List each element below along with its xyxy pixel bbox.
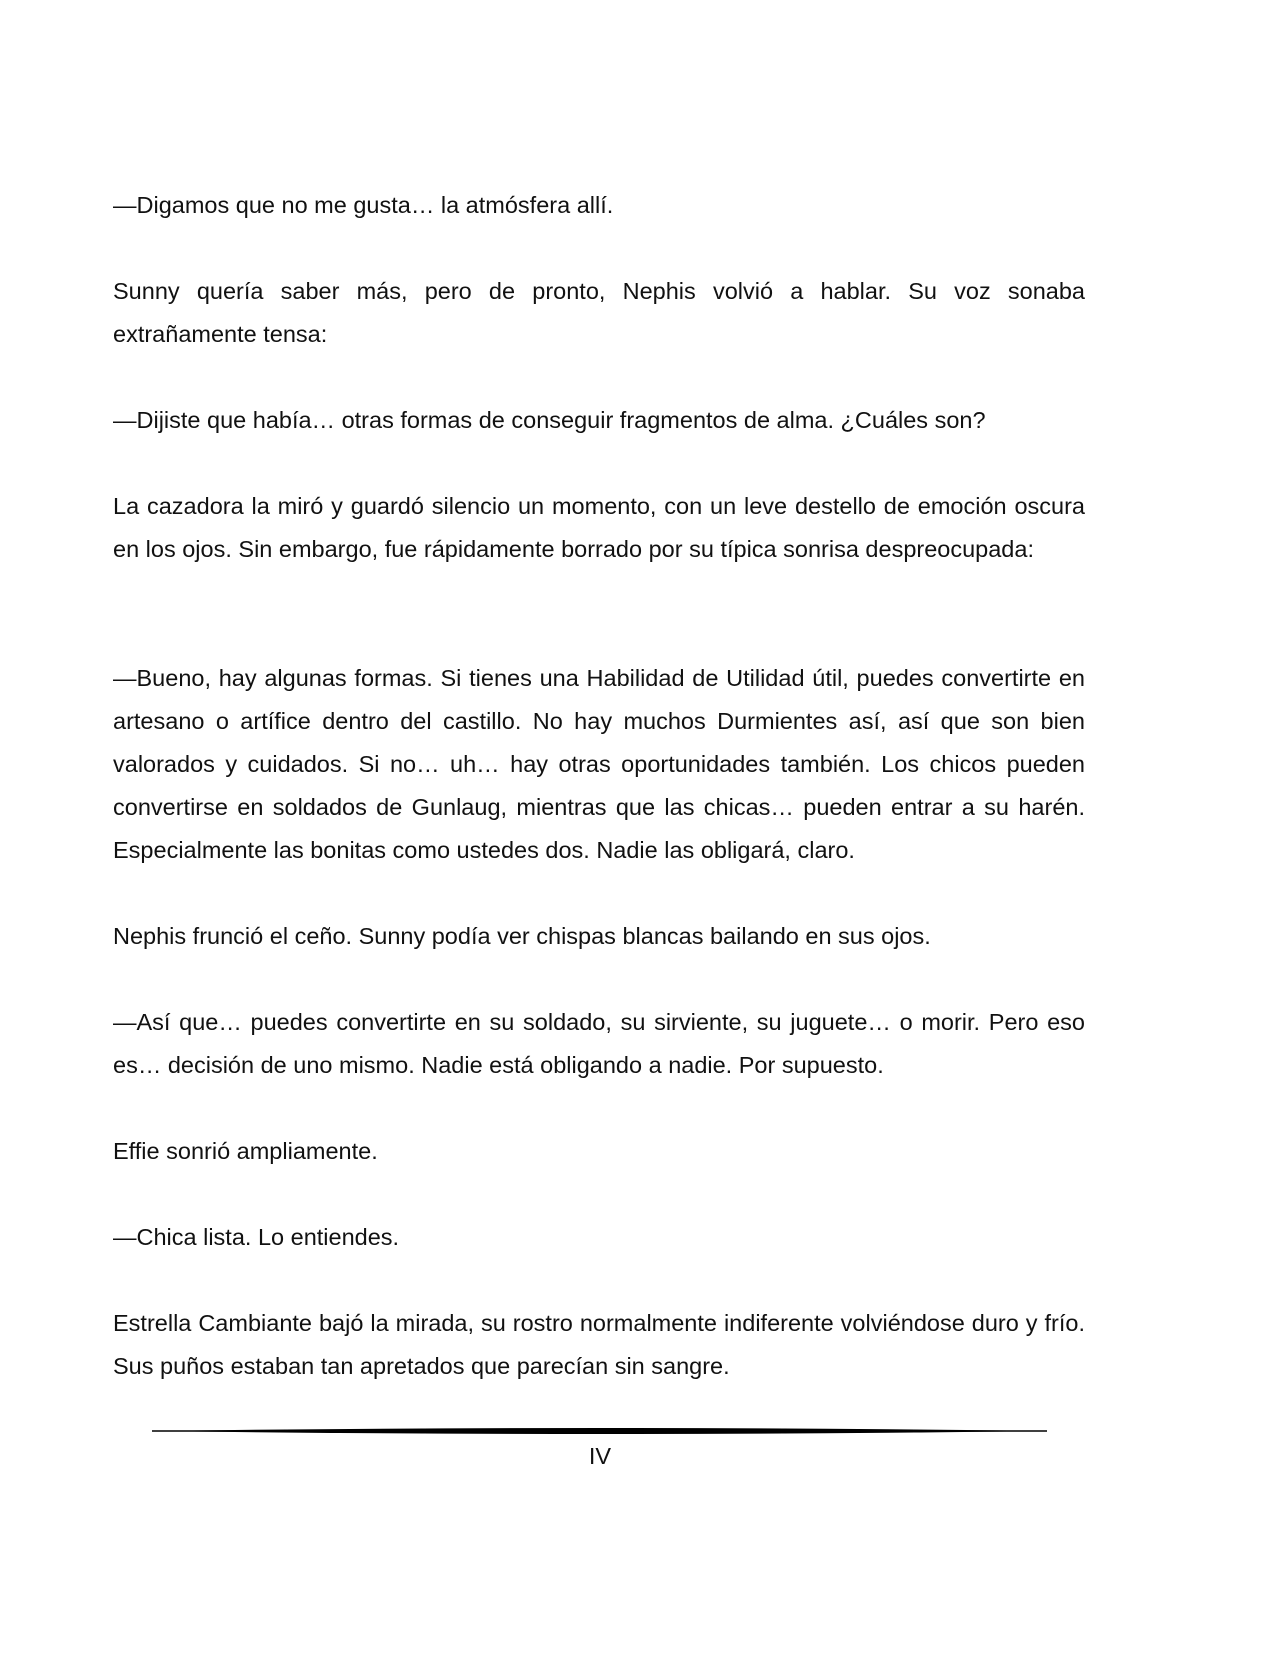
paragraph-4: La cazadora la miró y guardó silencio un momento, con un leve destello de emoción oscura en los ojos. Sin embargo, fue rápidamente borrado por su típica sonrisa despreocupada:: [113, 493, 1085, 562]
paragraph-1: —Digamos que no me gusta… la atmósfera allí.: [113, 192, 614, 218]
ornamental-divider: [152, 1426, 1047, 1436]
paragraph-10: Estrella Cambiante bajó la mirada, su rostro normalmente indiferente volviéndose duro y frío. Sus puños estaban tan apretados que parecían sin sangre.: [113, 1310, 1085, 1379]
paragraph-2: Sunny quería saber más, pero de pronto, Nephis volvió a hablar. Su voz sonaba extrañamente tensa:: [113, 278, 1085, 347]
paragraph-7: —Así que… puedes convertirte en su soldado, su sirviente, su juguete… o morir. Pero eso es… decisión de uno mismo. Nadie está obligando a nadie. Por supuesto.: [113, 1009, 1085, 1078]
paragraph-9: —Chica lista. Lo entiendes.: [113, 1224, 400, 1250]
paragraph-5: —Bueno, hay algunas formas. Si tienes una Habilidad de Utilidad útil, puedes convertirte en artesano o artífice dentro del castillo. No hay muchos Durmientes así, así que son bien valorados y cuidados. Si no… uh… hay otras oportunidades también. Los chicos pueden convertirse en soldados de Gunlaug, mientras que las chicas… pueden entrar a su harén. Especialmente las bonitas como ustedes dos. Nadie las obligará, claro.: [113, 665, 1085, 863]
page-number: IV: [588, 1443, 612, 1469]
paragraph-8: Effie sonrió ampliamente.: [113, 1138, 378, 1164]
paragraph-6: Nephis frunció el ceño. Sunny podía ver chispas blancas bailando en sus ojos.: [113, 923, 931, 949]
paragraph-3: —Dijiste que había… otras formas de conseguir fragmentos de alma. ¿Cuáles son?: [113, 407, 986, 433]
